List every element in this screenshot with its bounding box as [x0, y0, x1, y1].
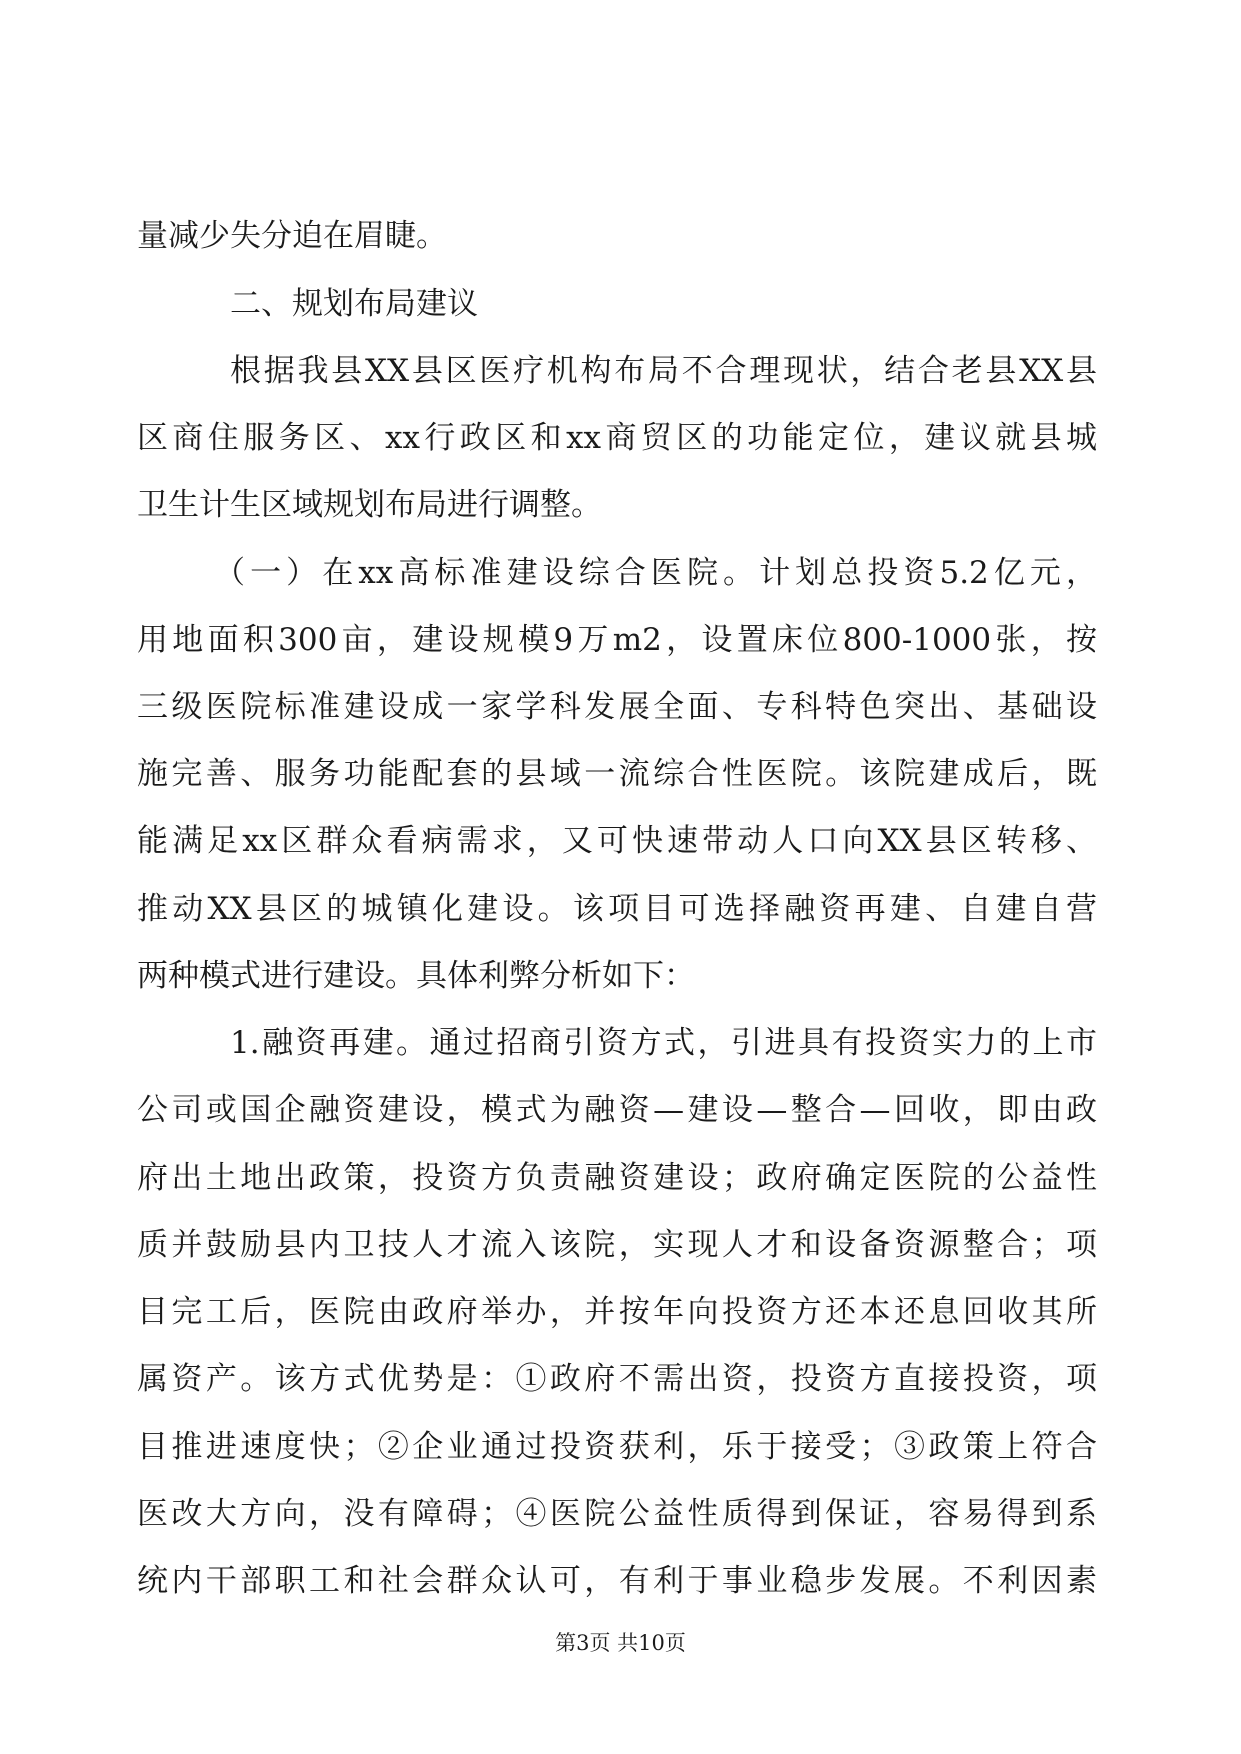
- text-line-21: 统内干部职工和社会群众认可，有利于事业稳步发展。不利因素: [137, 1563, 1097, 1599]
- text-line-7: 用地面积300亩，建设规模9万m2，设置床位800-1000张，按: [137, 622, 1097, 658]
- text-line-10: 能满足xx区群众看病需求，又可快速带动人口向XX县区转移、: [137, 823, 1097, 859]
- text-line-8: 三级医院标准建设成一家学科发展全面、专科特色突出、基础设: [137, 689, 1097, 725]
- text-line-4: 区商住服务区、xx行政区和xx商贸区的功能定位，建议就县城: [137, 420, 1097, 456]
- text-line-3: 根据我县XX县区医疗机构布局不合理现状，结合老县XX县: [230, 353, 1097, 389]
- text-line-20: 医改大方向，没有障碍；④医院公益性质得到保证，容易得到系: [137, 1496, 1097, 1532]
- text-line-14: 公司或国企融资建设，模式为融资—建设—整合—回收，即由政: [137, 1092, 1097, 1128]
- text-line-18: 属资产。该方式优势是：①政府不需出资，投资方直接投资，项: [137, 1361, 1097, 1397]
- item-heading: 1.融资再建。通过招商引资方式，引进具有投资实力的上市: [230, 1025, 1097, 1061]
- text-line-1: 量减少失分迫在眉睫。: [137, 218, 447, 254]
- text-line-12: 两种模式进行建设。具体利弊分析如下：: [137, 958, 695, 994]
- text-line-17: 目完工后，医院由政府举办，并按年向投资方还本还息回收其所: [137, 1294, 1097, 1330]
- section-heading: 二、规划布局建议: [230, 286, 478, 322]
- text-line-19: 目推进速度快；②企业通过投资获利，乐于接受；③政策上符合: [137, 1429, 1097, 1465]
- text-line-15: 府出土地出政策，投资方负责融资建设；政府确定医院的公益性: [137, 1160, 1097, 1196]
- subsection-heading: （一）在xx高标准建设综合医院。计划总投资5.2亿元，: [214, 555, 1097, 591]
- text-line-11: 推动XX县区的城镇化建设。该项目可选择融资再建、自建自营: [137, 891, 1097, 927]
- text-line-5: 卫生计生区域规划布局进行调整。: [137, 487, 602, 523]
- text-line-9: 施完善、服务功能配套的县域一流综合性医院。该院建成后，既: [137, 756, 1097, 792]
- text-line-16: 质并鼓励县内卫技人才流入该院，实现人才和设备资源整合；项: [137, 1227, 1097, 1263]
- page-number-footer: 第3页 共10页: [555, 1631, 686, 1655]
